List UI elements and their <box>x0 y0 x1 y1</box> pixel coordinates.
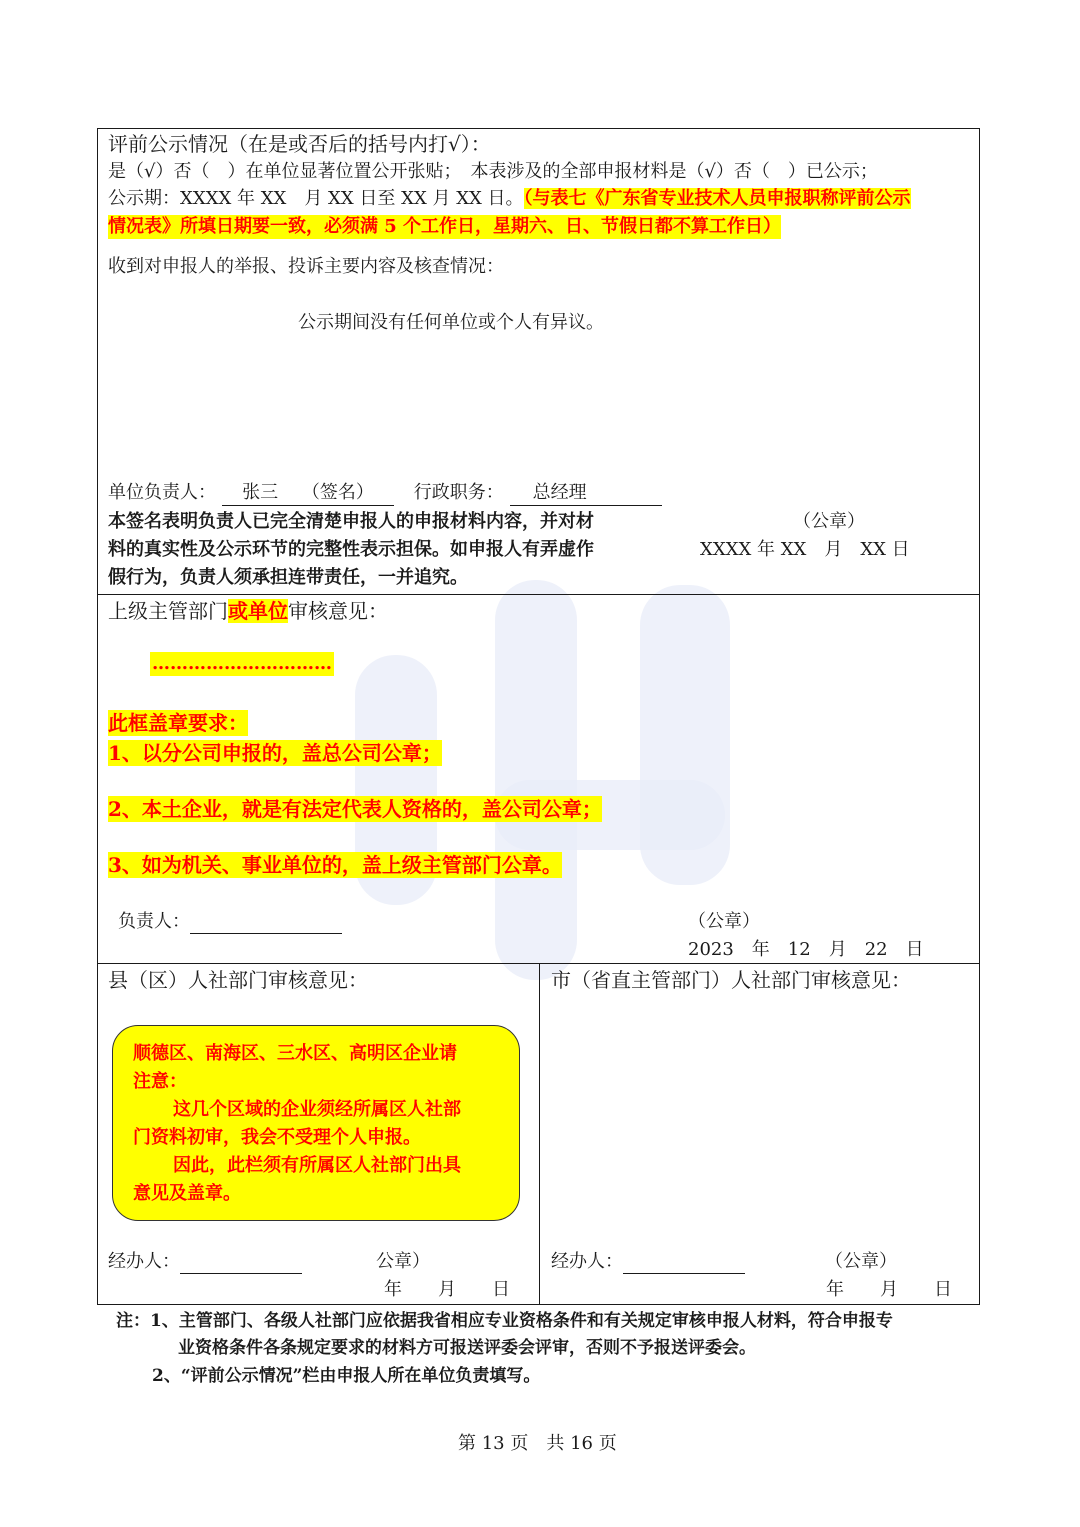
complaints-content: 公示期间没有任何单位或个人有异议。 <box>298 312 604 333</box>
leader-signature-line <box>108 481 662 506</box>
responsible-field <box>190 913 342 934</box>
placeholder-dots: ………………………… <box>152 653 332 674</box>
section2-heading-suffix: 审核意见： <box>288 599 388 623</box>
leader-label: 单位负责人： <box>108 482 216 503</box>
responsible-line <box>118 910 342 934</box>
stamp-requirement-title: 此框盖章要求： <box>108 711 248 735</box>
sign-note: （签名） <box>301 482 374 503</box>
right-handler-field <box>623 1253 745 1274</box>
left-date: 年 月 日 <box>384 1279 510 1300</box>
right-seal: （公章） <box>825 1251 897 1272</box>
responsible-label: 负责人： <box>118 911 190 932</box>
pledge-line-1: 本签名表明负责人已完全清楚申报人的申报材料内容，并对材 <box>108 511 594 532</box>
callout-line-3: 这几个区域的企业须经所属区人社部 <box>173 1099 461 1120</box>
leader-name-field <box>222 481 394 506</box>
notice-period-line <box>108 187 911 211</box>
section1-seal: （公章） <box>793 511 865 532</box>
position-label: 行政职务： <box>413 482 504 503</box>
notice-period-note-2: 情况表》所填日期要一致，必须满 5 个工作日，星期六、日、节假日都不算工作日） <box>108 216 782 237</box>
section2-heading-prefix: 上级主管部门 <box>108 599 228 623</box>
notice-checkbox-line: 是（√）否（ ）在单位显著位置公开张贴； 本表涉及的全部申报材料是（√）否（ ）已公示； <box>108 161 878 182</box>
left-handler-line <box>108 1250 302 1274</box>
callout-line-2: 注意： <box>133 1071 187 1092</box>
district-notice-callout <box>112 1025 520 1221</box>
notice-period: 公示期：XXXX 年 XX 月 XX 日至 XX 月 XX 日。 <box>108 188 524 209</box>
section1-heading: 评前公示情况（在是或否后的括号内打√）： <box>108 132 491 156</box>
left-handler-field <box>180 1253 302 1274</box>
section2-date: 2023 年 12 月 22 日 <box>688 939 924 960</box>
pledge-line-2: 料的真实性及公示环节的完整性表示担保。如申报人有弄虚作 <box>108 539 594 560</box>
note-line-2: 业资格条件各条规定要求的材料方可报送评委会评审，否则不予报送评委会。 <box>178 1338 756 1358</box>
section2-seal: （公章） <box>688 911 760 932</box>
right-date: 年 月 日 <box>826 1279 952 1300</box>
callout-line-1: 顺德区、南海区、三水区、高明区企业请 <box>133 1043 457 1064</box>
stamp-requirement-1: 1、以分公司申报的，盖总公司公章； <box>108 741 442 765</box>
section2-heading <box>108 598 388 624</box>
leader-name: 张三 <box>242 482 279 503</box>
pledge-line-3: 假行为，负责人须承担连带责任，一并追究。 <box>108 567 468 588</box>
position-value: 总经理 <box>532 482 587 503</box>
position-field <box>510 481 662 506</box>
county-hr-heading: 县（区）人社部门审核意见： <box>108 968 368 992</box>
complaints-label: 收到对申报人的举报、投诉主要内容及核查情况： <box>108 256 504 277</box>
page-number: 第 13 页 共 16 页 <box>458 1433 617 1454</box>
notice-period-note-1: （与表七《广东省专业技术人员申报职称评前公示 <box>523 188 911 209</box>
callout-line-5: 因此，此栏须有所属区人社部门出具 <box>173 1155 461 1176</box>
left-seal: 公章） <box>376 1251 430 1272</box>
stamp-requirement-3: 3、如为机关、事业单位的，盖上级主管部门公章。 <box>108 853 562 877</box>
section1-date: XXXX 年 XX 月 XX 日 <box>700 539 910 560</box>
callout-line-4: 门资料初审，我会不受理个人申报。 <box>133 1127 421 1148</box>
stamp-requirement-2: 2、本土企业，就是有法定代表人资格的，盖公司公章； <box>108 797 602 821</box>
note-line-1: 注：1、主管部门、各级人社部门应依据我省相应专业资格条件和有关规定审核申报人材料，符合申报专 <box>116 1311 893 1331</box>
section2-heading-highlight: 或单位 <box>228 599 288 623</box>
note-line-3: 2、“评前公示情况”栏由申报人所在单位负责填写。 <box>152 1366 541 1386</box>
callout-line-6: 意见及盖章。 <box>133 1183 241 1204</box>
city-hr-heading: 市（省直主管部门）人社部门审核意见： <box>551 968 911 992</box>
right-handler-label: 经办人： <box>551 1251 623 1272</box>
left-handler-label: 经办人： <box>108 1251 180 1272</box>
right-handler-line <box>551 1250 745 1274</box>
